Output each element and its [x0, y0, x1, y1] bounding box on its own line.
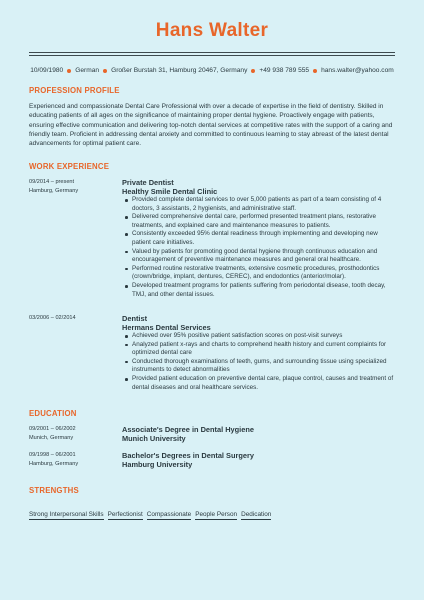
- education-details: [122, 451, 394, 469]
- list-item: Consistently exceeded 95% dental readiness through implementing and developing new patient care initiatives.: [132, 230, 394, 247]
- strength-tag: Perfectionist: [107, 511, 143, 518]
- job-location: Hamburg, Germany: [29, 188, 79, 194]
- strengths-list: [29, 511, 275, 520]
- job-details: [122, 178, 394, 299]
- header-divider-bottom: [29, 55, 395, 56]
- job-dates: 03/2006 – 02/2014: [29, 315, 76, 321]
- job-role: Private Dentist: [122, 178, 174, 187]
- job-meta: [29, 178, 78, 196]
- list-item: Performed routine restorative treatments, extensive cosmetic procedures, prosthodontics (crown/bridge, implant, dentures, CEREC), and endodontics (anterior/molar).: [132, 265, 394, 282]
- candidate-name: Hans Walter: [155, 20, 269, 41]
- strength-tag: Compassionate: [146, 511, 192, 518]
- profile-text: Experienced and compassionate Dental Care Professional with over a decade of expertise in the field of dentistry. Skilled in educating patients of all ages on the significance of maintaining proper dental hygiene. Proactively engage with patients, ensuring effective communication and delivering top-notch dental services at competitive rates with the support of a caring and friendly team. Proficient in addressing dental anxiety and committed to continuous learning to stay abreast of the latest dental advancements for optimal patient care.: [29, 103, 393, 148]
- education-degree: Bachelor's Degrees in Dental Surgery: [122, 451, 254, 460]
- section-title-profile: PROFESSION PROFILE: [29, 86, 120, 95]
- separator-dot-icon: [313, 69, 317, 73]
- education-meta: [29, 425, 76, 443]
- job-bullets: [122, 332, 394, 392]
- strength-tag: Dedication: [241, 511, 272, 518]
- list-item: Conducted thorough examinations of teeth, gums, and surrounding tissue using specialized instruments to detect abnormalities: [132, 358, 394, 375]
- education-degree: Associate's Degree in Dental Hygiene: [122, 425, 254, 434]
- education-location: Munich, Germany: [29, 435, 74, 441]
- birth-date: 10/09/1980: [30, 67, 64, 74]
- education-details: [122, 425, 394, 443]
- phone: +49 938 789 555: [259, 67, 310, 74]
- job-bullets: [122, 196, 394, 299]
- email[interactable]: hans.walter@yahoo.com: [321, 67, 394, 74]
- job-role: Dentist: [122, 314, 148, 323]
- education-meta: [29, 451, 78, 469]
- section-title-education: EDUCATION: [29, 409, 77, 418]
- education-school: Munich University: [122, 434, 186, 443]
- job-company: Healthy Smile Dental Clinic: [122, 187, 218, 196]
- list-item: Provided patient education on preventive dental care, plaque control, causes and treatment of dental diseases and oral healthcare services.: [132, 374, 394, 391]
- strength-tag: Strong Interpersonal Skills: [29, 511, 104, 518]
- section-title-experience: WORK EXPERIENCE: [29, 162, 110, 171]
- education-school: Hamburg University: [122, 460, 193, 469]
- list-item: Achieved over 95% positive patient satisfaction scores on post-visit surveys: [132, 332, 394, 341]
- contact-line: [29, 67, 395, 74]
- section-title-strengths: STRENGTHS: [29, 486, 79, 495]
- list-item: Delivered comprehensive dental care, performed presented treatment plans, restorative treatments, and explained care and maintenance measures to patients.: [132, 213, 394, 230]
- strength-tag: People Person: [195, 511, 238, 518]
- header-divider-top: [29, 52, 395, 53]
- separator-dot-icon: [251, 69, 255, 73]
- nationality: German: [75, 67, 100, 74]
- job-details: [122, 314, 394, 392]
- address: Großer Burstah 31, Hamburg 20467, Germany: [111, 67, 248, 74]
- job-meta: [29, 314, 76, 323]
- job-company: Hermans Dental Services: [122, 323, 211, 332]
- education-dates: 09/1998 – 06/2001: [29, 452, 76, 458]
- list-item: Provided complete dental services to over 5,000 patients as part of a team consisting of 4 doctors, 3 assistants, 2 hygienists, and administrative staff.: [132, 196, 394, 213]
- education-location: Hamburg, Germany: [29, 461, 79, 467]
- separator-dot-icon: [103, 69, 107, 73]
- list-item: Valued by patients for promoting good dental hygiene through continuous education and encouragement of preventive maintenance measures and general oral healthcare.: [132, 248, 394, 265]
- list-item: Analyzed patient x-rays and charts to comprehend health history and current complaints for optimized dental care: [132, 341, 394, 358]
- separator-dot-icon: [67, 69, 71, 73]
- job-dates: 09/2014 – present: [29, 179, 75, 185]
- list-item: Developed treatment programs for patients suffering from periodontal disease, tooth decay, TMJ, and other dental issues.: [132, 282, 394, 299]
- education-dates: 09/2001 – 06/2002: [29, 426, 76, 432]
